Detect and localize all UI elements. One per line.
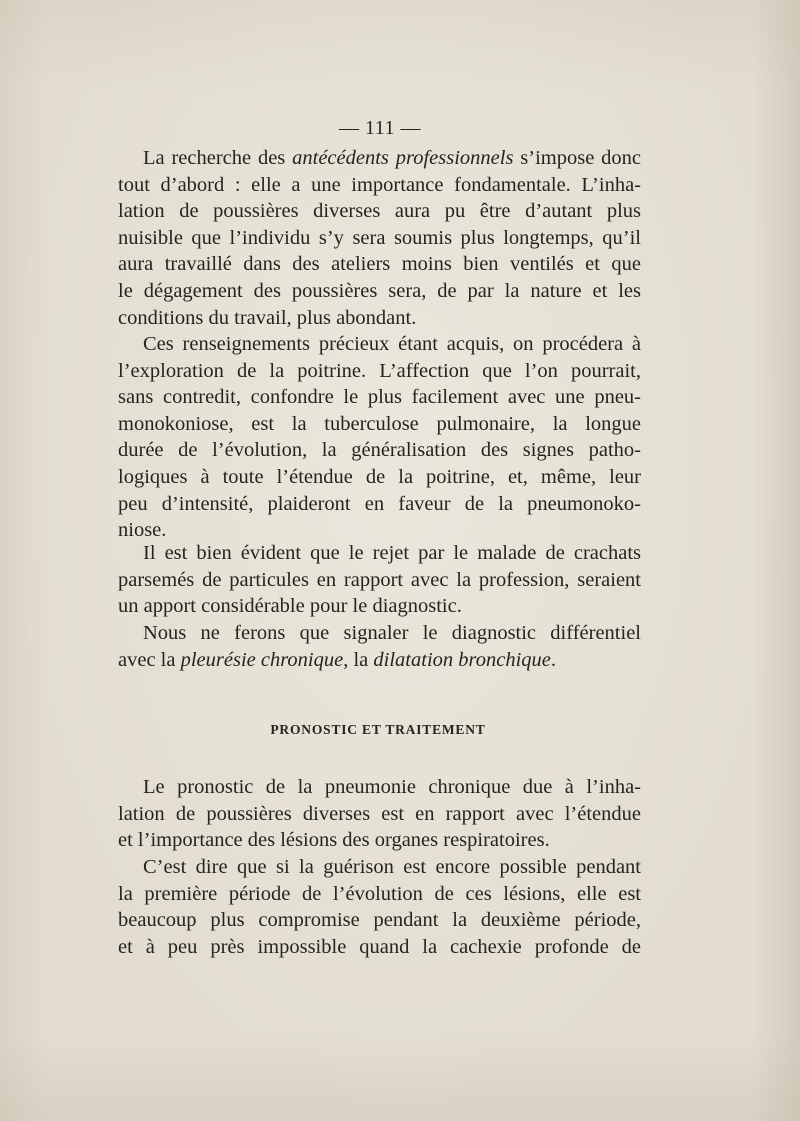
text-line: Il est bien évident que le rejet par le malade de crachats (143, 542, 641, 564)
text-line: Le pronostic de la pneumonie chronique due à l’inha- (143, 776, 641, 798)
text-line: Ces renseignements précieux étant acquis, on procédera à (143, 333, 641, 355)
paragraph-exploration (118, 331, 641, 544)
text-span: . (550, 648, 556, 671)
text-line: monokoniose, est la tuberculose pulmonaire, la longue (118, 412, 641, 435)
text-line: sans contredit, confondre le plus facilement avec une pneu- (118, 386, 641, 409)
text-line: et l’importance des lésions des organes respiratoires. (118, 829, 550, 852)
text-line: la première période de l’évolution de ces lésions, elle est (118, 882, 641, 905)
text-line (118, 647, 641, 674)
italic-term: dilatation bronchique (373, 648, 551, 671)
italic-term: pleurésie chronique (180, 648, 344, 671)
paragraph-guerison (118, 854, 641, 960)
page-number: — 111 — (338, 117, 421, 139)
section-heading: PRONOSTIC ET TRAITEMENT (270, 722, 486, 737)
text-line (118, 145, 641, 172)
text-line: le dégagement des poussières sera, de par la nature et les (118, 279, 641, 302)
italic-term: antécédents professionnels (292, 147, 514, 169)
text-line: C’est dire que si la guérison est encore possible pendant (143, 856, 641, 878)
text-line: niose. (118, 519, 167, 542)
text-line: aura travaillé dans des ateliers moins bien ventilés et que (118, 253, 641, 276)
text-span: avec la (118, 648, 181, 671)
text-line: lation de poussières diverses aura pu être d’autant plus (118, 200, 641, 223)
text-line: un apport considérable pour le diagnostic. (118, 595, 462, 618)
paragraph-antecedents (118, 145, 641, 331)
text-line: beaucoup plus compromise pendant la deuxième période, (118, 909, 641, 932)
text-span: , la (343, 648, 374, 671)
text-line: logiques à toute l’étendue de la poitrine, et, même, leur (118, 465, 641, 488)
text-line: durée de l’évolution, la généralisation des signes patho- (118, 439, 641, 462)
text-line: nuisible que l’individu s’y sera soumis plus longtemps, qu’il (118, 226, 641, 249)
paragraph-crachats (118, 540, 641, 620)
text-line: l’exploration de la poitrine. L’affection que l’on pourrait, (118, 359, 641, 382)
text-line: parsemés de particules en rapport avec la profession, seraient (118, 568, 641, 591)
text-span: La recherche des (143, 147, 293, 169)
paragraph-pronostic (118, 774, 641, 854)
text-line: peu d’intensité, plaideront en faveur de la pneumonoko- (118, 492, 641, 515)
text-line: conditions du travail, plus abondant. (118, 306, 417, 329)
text-line: lation de poussières diverses est en rapport avec l’étendue (118, 802, 641, 825)
text-span: s’impose donc (513, 147, 641, 169)
paragraph-diagnostic (118, 620, 641, 673)
text-line: et à peu près impossible quand la cachexie profonde de (118, 935, 641, 958)
text-line: Nous ne ferons que signaler le diagnostic différentiel (143, 622, 641, 644)
text-line: tout d’abord : elle a une importance fondamentale. L’inha- (118, 173, 641, 196)
